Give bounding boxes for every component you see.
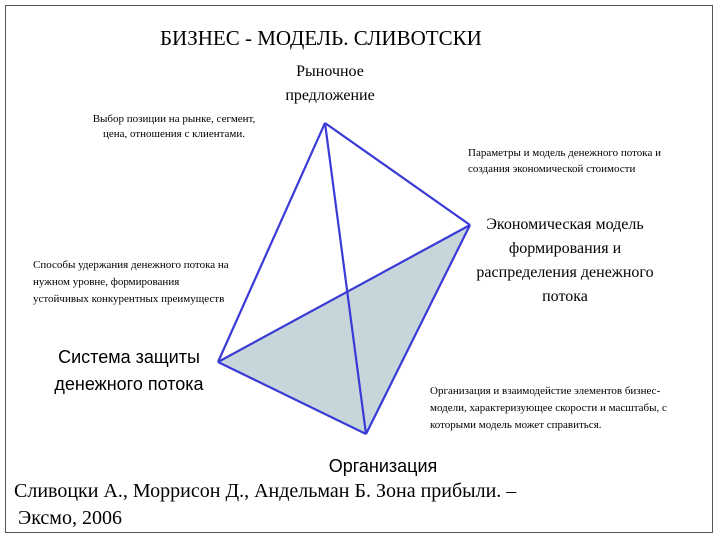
vertex-label-right: Экономическая модель формирования и распределения денежного потока	[476, 216, 654, 305]
note-bottom: Организация и взаимодейстие элементов бизнес-модели, характеризующее скорости и масштабы, с которыми модель может справиться.	[430, 385, 667, 431]
vertex-label-left: Система защиты денежного потока	[54, 347, 204, 394]
citation-line-2: Эксмо, 2006	[18, 507, 122, 529]
slide-title: БИЗНЕС - МОДЕЛЬ. СЛИВОТСКИ	[160, 26, 482, 50]
vertex-label-top: Рыночное предложение	[285, 63, 375, 104]
note-top: Выбор позиции на рынке, сегмент, цена, отношения с клиентами.	[92, 113, 256, 140]
note-right: Параметры и модель денежного потока и создания экономической стоимости	[468, 147, 661, 175]
citation-line-1: Сливоцки А., Моррисон Д., Андельман Б. Зона прибыли. –	[14, 480, 517, 502]
edge-top-right	[325, 123, 470, 225]
vertex-label-bottom: Организация	[328, 456, 438, 476]
note-left: Способы удержания денежного потока на нужном уровне, формирования устойчивых конкурентных преимуществ	[33, 259, 229, 305]
